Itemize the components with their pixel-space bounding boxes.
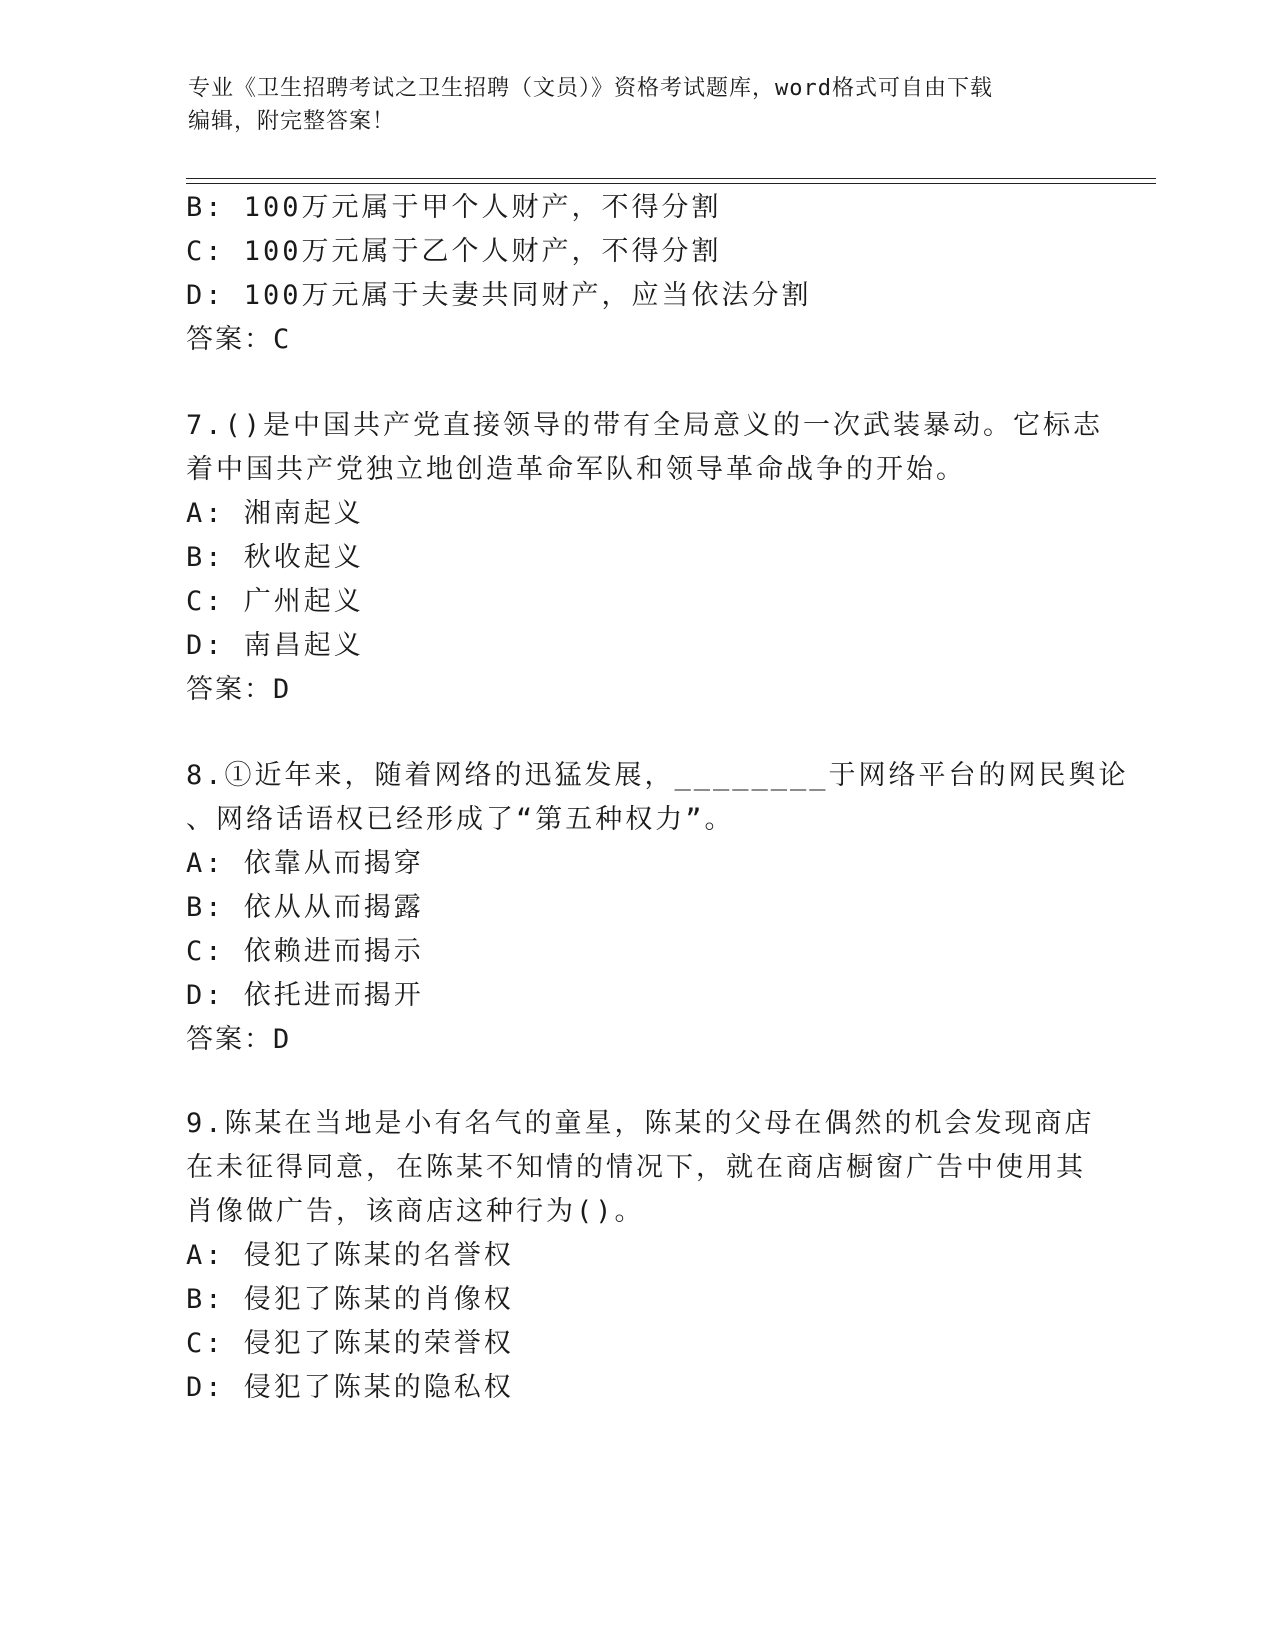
- q6-option-c: C: 100万元属于乙个人财产，不得分割: [186, 236, 722, 267]
- q8-question-line-1: 8.①近年来，随着网络的迅猛发展，________于网络平台的网民舆论: [186, 760, 1129, 791]
- q9-option-a: A: 侵犯了陈某的名誉权: [186, 1240, 514, 1271]
- q6-option-b: B: 100万元属于甲个人财产，不得分割: [186, 192, 722, 223]
- q8-answer: 答案：D: [186, 1024, 292, 1055]
- q9-option-b: B: 侵犯了陈某的肖像权: [186, 1284, 514, 1315]
- q8-option-c: C: 依赖进而揭示: [186, 936, 424, 967]
- q7-question-line-1: 7.()是中国共产党直接领导的带有全局意义的一次武装暴动。它标志: [186, 410, 1104, 441]
- q7-question-line-2: 着中国共产党独立地创造革命军队和领导革命战争的开始。: [186, 454, 966, 485]
- q6-option-d: D: 100万元属于夫妻共同财产，应当依法分割: [186, 280, 812, 311]
- page-header: [188, 72, 1088, 138]
- q9-option-c: C: 侵犯了陈某的荣誉权: [186, 1328, 514, 1359]
- q7-answer: 答案：D: [186, 674, 292, 705]
- q8-question-line-2: 、网络话语权已经形成了“第五种权力”。: [186, 804, 735, 835]
- q9-question-line-3: 肖像做广告，该商店这种行为()。: [186, 1196, 645, 1227]
- q8-option-a: A: 依靠从而揭穿: [186, 848, 424, 879]
- q9-option-d: D: 侵犯了陈某的隐私权: [186, 1372, 514, 1403]
- q6-answer: 答案：C: [186, 324, 292, 355]
- q7-option-d: D: 南昌起义: [186, 630, 364, 661]
- q7-option-b: B: 秋收起义: [186, 542, 364, 573]
- header-divider-bottom: [186, 183, 1156, 184]
- header-line-1: 专业《卫生招聘考试之卫生招聘（文员）》资格考试题库，word格式可自由下载: [188, 76, 993, 101]
- header-line-2: 编辑，附完整答案！: [188, 109, 396, 134]
- q8-option-d: D: 依托进而揭开: [186, 980, 424, 1011]
- q7-option-a: A: 湘南起义: [186, 498, 364, 529]
- q9-question-line-1: 9.陈某在当地是小有名气的童星，陈某的父母在偶然的机会发现商店: [186, 1108, 1095, 1139]
- header-divider-top: [186, 178, 1156, 179]
- q9-question-line-2: 在未征得同意，在陈某不知情的情况下，就在商店橱窗广告中使用其: [186, 1152, 1086, 1183]
- q8-option-b: B: 依从从而揭露: [186, 892, 424, 923]
- q7-option-c: C: 广州起义: [186, 586, 364, 617]
